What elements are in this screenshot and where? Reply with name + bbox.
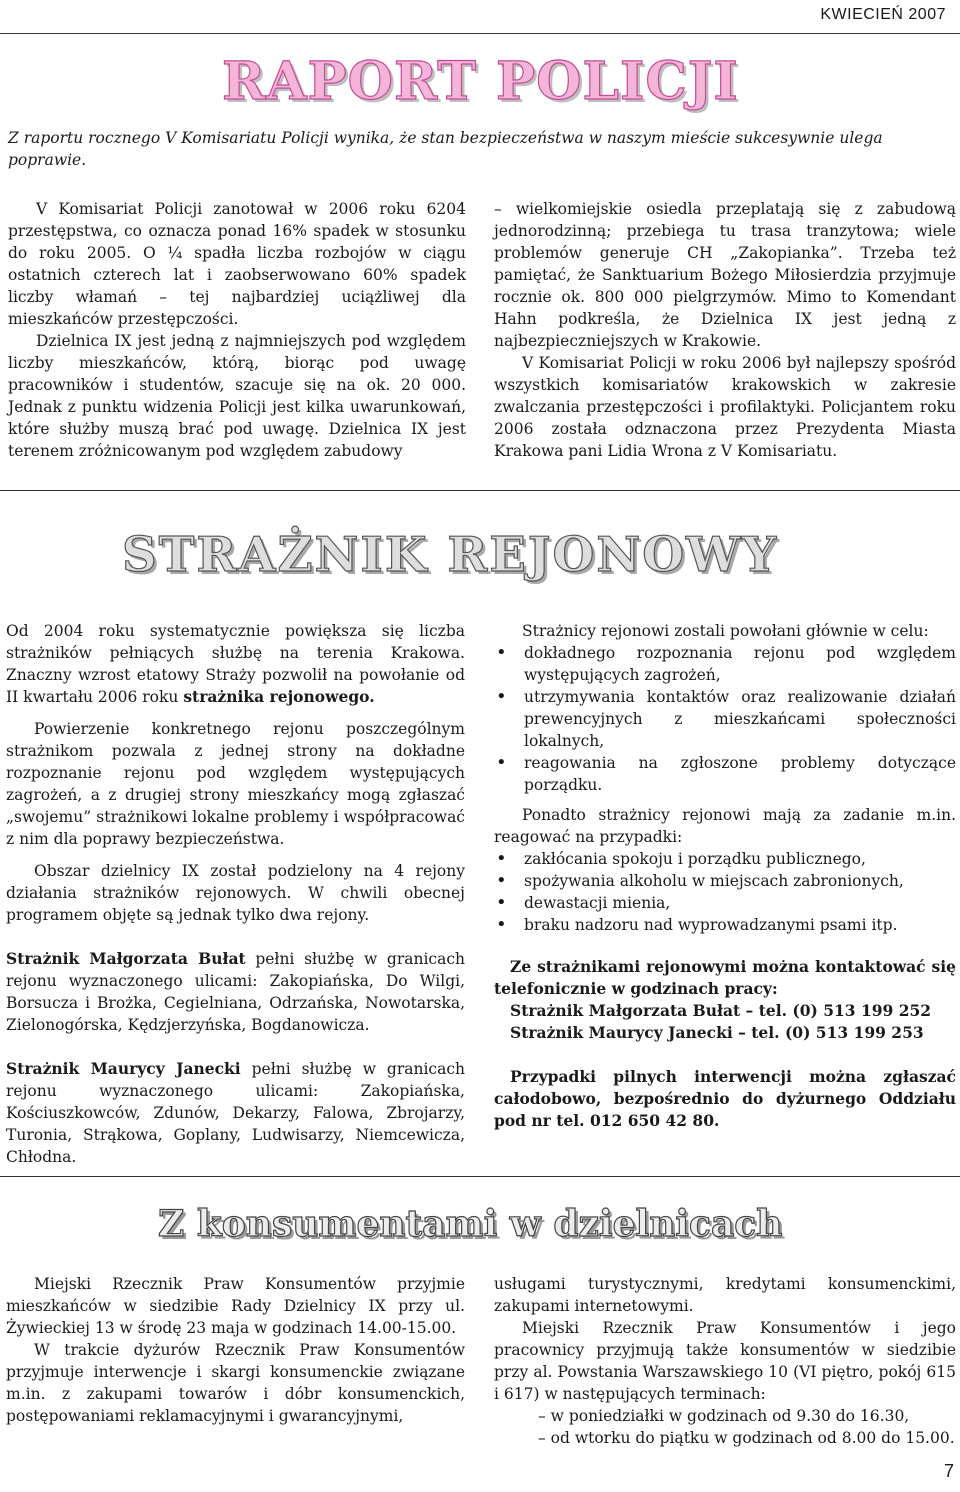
- konsument-left-column: [6, 1273, 465, 1427]
- straznik-guard2-paragraph: [6, 1058, 465, 1168]
- contact-intro: Ze strażnikami rejonowymi można kontaktować się telefonicznie w godzinach pracy:: [494, 957, 956, 998]
- straznik-title: STRAŻNIK REJONOWY: [122, 527, 779, 583]
- contact-line: Strażnik Małgorzata Bułat – tel. (0) 513 199 252: [510, 1001, 932, 1020]
- issue-date: KWIECIEŃ 2007: [820, 6, 946, 23]
- straznik-p1-text: Od 2004 roku systematycznie powiększa się liczba strażników pełniących służbę na terenia Krakowa. Znaczny wzrost etatowy Straży pozwolił na powołanie od II kwartału 2006 roku: [6, 622, 465, 706]
- schedule-item: – w poniedziałki w godzinach od 9.30 do 16.30,: [538, 1407, 910, 1425]
- list-item: • zakłócania spokoju i porządku publicznego,: [494, 848, 956, 870]
- duties-list: [494, 642, 956, 796]
- guard1-streets: pełni służbę w granicach rejonu wyznaczonego ulicami: Zakopiańska, Do Wilgi, Borsucza i Brożka, Cegielniana, Odrzańska, Nowotarska, Zielonogórska, Kędzjerzyńska, Bogdanowicza.: [6, 950, 466, 1034]
- straznik-paragraph: [6, 620, 465, 708]
- raport-lead: Z raportu rocznego V Komisariatu Policji wynika, że stan bezpieczeństwa w naszym mieście sukcesywnie ulega poprawie.: [8, 129, 883, 169]
- emergency-contact: Przypadki pilnych interwencji można zgłaszać całodobowo, bezpośrednio do dyżurnego Oddziału pod nr tel. 012 650 42 80.: [494, 1067, 956, 1130]
- section-divider: [0, 1176, 960, 1177]
- incidents-list: [494, 848, 956, 936]
- straznik-paragraph: Powierzenie konkretnego rejonu poszczególnym strażnikom pozwala z jednej strony na dokładne rozpoznanie rejonu pod względem występujących zagrożeń, a z drugiej strony mieszkańcy mogą zgłaszać „swojemu” strażnikowi lokalne problemy i współpracować z nim dla poprawy bezpieczeństwa.: [6, 720, 465, 848]
- raport-paragraph: – wielkomiejskie osiedla przeplatają się z zabudową jednorodzinną; przebiega tu trasa tranzytowa; wiele problemów generuje CH „Zakopianka”. Trzeba też pamiętać, że Sanktuarium Bożego Miłosierdzia przyjmuje rocznie ok. 800 000 pielgrzymów. Mimo to Komendant Hahn podkreśla, że Dzielnica IX jest jedną z najbezpieczniejszych w Krakowie.: [494, 200, 956, 350]
- list-item: • dewastacji mienia,: [494, 892, 956, 914]
- konsument-title: Z konsumentami w dzielnicach: [158, 1203, 783, 1245]
- header-divider: [0, 33, 960, 34]
- straznik-left-column: [6, 620, 465, 1168]
- schedule-item: – od wtorku do piątku w godzinach od 8.00 do 15.00.: [538, 1429, 955, 1447]
- page-number: 7: [943, 1461, 954, 1481]
- raport-paragraph: Dzielnica IX jest jedną z najmniejszych pod względem liczby mieszkańców, którą, biorąc pod uwagę pracowników i studentów, szacuje się na ok. 20 000. Jednak z punktu widzenia Policji jest kilka uwarunkowań, które służby muszą brać pod uwagę. Dzielnica IX jest terenem zróżnicowanym pod względem zabudowy: [8, 332, 466, 460]
- konsument-paragraph: W trakcie dyżurów Rzecznik Praw Konsumentów przyjmuje interwencje i skargi konsumenckie związane m.in. z zakupami towarów i dóbr konsumenckich, postępowaniami reklamacyjnymi i gwarancyjnymi,: [6, 1341, 465, 1425]
- raport-paragraph: V Komisariat Policji zanotował w 2006 roku 6204 przestępstwa, co oznacza ponad 16% spadek w stosunku do roku 2005. O ¼ spadła liczba rozbojów w ciągu ostatnich czterech lat i zaobserwowano 60% spadek liczby włamań – tej najbardziej uciążliwej dla mieszkańców przestępczości.: [8, 200, 466, 328]
- straznik-right-column: [494, 620, 956, 1132]
- guard2-name: Strażnik Maurycy Janecki: [6, 1059, 241, 1078]
- konsument-paragraph: usługami turystycznymi, kredytami konsumenckimi, zakupami internetowymi.: [494, 1275, 956, 1315]
- straznik-right-intro: Strażnicy rejonowi zostali powołani głównie w celu:: [522, 622, 929, 640]
- list-item: • braku nadzoru nad wyprowadzanymi psami itp.: [494, 914, 956, 936]
- guard2-streets: pełni służbę w granicach rejonu wyznaczonego ulicami: Zakopiańska, Kościuszkowców, Zdunów, Dekarzy, Falowa, Zbrojarzy, Turonia, Strąkowa, Goplany, Ludwisarzy, Niemcewicza, Chłodna.: [6, 1060, 466, 1166]
- list-item: • reagowania na zgłoszone problemy dotyczące porządku.: [494, 752, 956, 796]
- list-item: • utrzymywania kontaktów oraz realizowanie działań prewencyjnych z mieszkańcami społeczności lokalnych,: [494, 686, 956, 752]
- straznik-p1-bold: strażnika rejonowego.: [183, 687, 375, 706]
- raport-left-column: [8, 198, 466, 462]
- list-item: • spożywania alkoholu w miejscach zabronionych,: [494, 870, 956, 892]
- raport-paragraph: V Komisariat Policji w roku 2006 był najlepszy spośród wszystkich komisariatów krakowskich w zakresie zwalczania przestępczości i profilaktyki. Policjantem roku 2006 została odznaczona przez Prezydenta Miasta Krakowa pani Lidia Wrona z V Komisariatu.: [494, 354, 956, 460]
- konsument-paragraph: Miejski Rzecznik Praw Konsumentów i jego pracownicy przyjmują także konsumentów w siedzibie przy al. Powstania Warszawskiego 10 (VI piętro, pokój 615 i 617) w następujących terminach:: [494, 1319, 956, 1403]
- raport-title: RAPORT POLICJI: [222, 51, 739, 112]
- konsument-right-column: [494, 1273, 956, 1449]
- section-divider: [0, 490, 960, 491]
- straznik-paragraph: Obszar dzielnicy IX został podzielony na 4 rejony działania strażników rejonowych. W chwili obecnej programem objęte są jednak tylko dwa rejony.: [6, 862, 465, 924]
- straznik-guard1-paragraph: [6, 948, 465, 1036]
- list-item: • dokładnego rozpoznania rejonu pod względem występujących zagrożeń,: [494, 642, 956, 686]
- contact-line: Strażnik Maurycy Janecki – tel. (0) 513 199 253: [510, 1023, 924, 1042]
- konsument-paragraph: Miejski Rzecznik Praw Konsumentów przyjmie mieszkańców w siedzibie Rady Dzielnicy IX przy ul. Żywieckiej 13 w środę 23 maja w godzinach 14.00-15.00.: [6, 1275, 465, 1337]
- straznik-right-paragraph: Ponadto strażnicy rejonowi mają za zadanie m.in. reagować na przypadki:: [494, 806, 956, 846]
- guard1-name: Strażnik Małgorzata Bułat: [6, 949, 246, 968]
- raport-right-column: [494, 198, 956, 462]
